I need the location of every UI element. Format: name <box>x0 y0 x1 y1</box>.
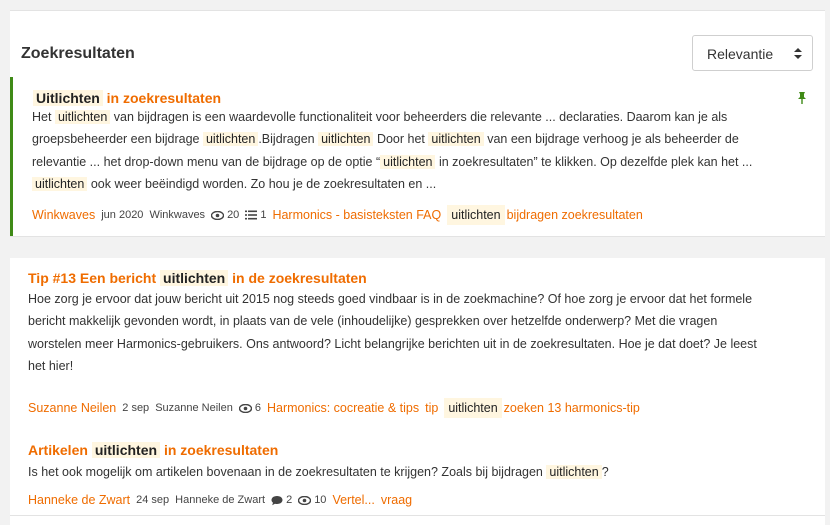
tag-link[interactable]: uitlichten <box>447 205 504 225</box>
comments-stat: 2 <box>271 494 292 506</box>
posted-by: Hanneke de Zwart <box>175 494 266 506</box>
sort-value: Relevantie <box>707 46 774 62</box>
result-meta <box>28 398 640 418</box>
author-link[interactable]: Hanneke de Zwart <box>28 493 131 507</box>
tag-link[interactable]: tip <box>425 401 439 415</box>
post-date: 2 sep <box>122 402 150 414</box>
tag-links[interactable]: zoeken 13 harmonics-tip <box>503 401 640 415</box>
select-arrows-icon <box>794 45 802 61</box>
tag-link[interactable]: uitlichten <box>444 398 501 418</box>
views-stat: 10 <box>298 494 326 506</box>
divider <box>10 515 825 516</box>
title-highlight: uitlichten <box>92 442 160 458</box>
title-text: in zoekresultaten <box>106 90 222 106</box>
result-item <box>10 258 825 432</box>
tag-links[interactable]: bijdragen zoekresultaten <box>506 208 643 222</box>
posted-by: Winkwaves <box>149 209 206 221</box>
result-meta <box>28 493 412 507</box>
result-snippet: Is het ook mogelijk om artikelen bovenaan in de zoekresultaten te krijgen? Zoals bij bijdragen uitlichten ? <box>28 465 609 479</box>
result-item <box>10 432 825 515</box>
result-item-pinned <box>10 77 825 236</box>
spacer <box>10 237 825 258</box>
post-date: 24 sep <box>136 494 170 506</box>
sort-select[interactable] <box>692 35 813 71</box>
tag-link[interactable]: vraag <box>380 493 413 507</box>
title-highlight: Uitlichten <box>33 90 103 106</box>
result-meta <box>32 205 643 225</box>
result-title[interactable]: Tip #13 Een bericht uitlichten in de zoekresultaten <box>28 270 367 286</box>
comment-icon <box>271 495 283 506</box>
items-stat: 1 <box>245 209 266 221</box>
eye-icon <box>211 211 224 220</box>
result-title[interactable] <box>33 90 221 106</box>
results-header <box>10 35 825 71</box>
list-icon <box>245 210 257 220</box>
search-results-panel <box>10 10 825 525</box>
post-date: jun 2020 <box>101 209 144 221</box>
eye-icon <box>239 404 252 413</box>
eye-icon <box>298 496 311 505</box>
tag-link[interactable]: Vertel... <box>332 493 375 507</box>
author-link[interactable]: Winkwaves <box>32 208 96 222</box>
result-snippet: Het uitlichten van bijdragen is een waardevolle functionaliteit voor beheerders die relevante ... declaraties. Daarom kan je als groepsbeheerder een bijdrage uitlichten .Bijdragen uitlichten Door het uitlichten van een bijdrage verhoog je als beheerder de relevantie ... het drop-down menu van de bijdrage op de optie “ uitlichten in zoekresultaten” te klikken. Op dezelfde plek kan het ... uitlichten ook weer beëindigd worden. Zo hou je de zoekresultaten en ... <box>32 110 753 192</box>
views-stat: 20 <box>211 209 239 221</box>
pin-icon <box>795 91 809 105</box>
group-link[interactable]: Harmonics - basisteksten FAQ <box>272 208 442 222</box>
group-link[interactable]: Harmonics: cocreatie & tips <box>266 401 420 415</box>
page-title: Zoekresultaten <box>21 45 135 62</box>
author-link[interactable]: Suzanne Neilen <box>28 401 117 415</box>
posted-by: Suzanne Neilen <box>155 402 233 414</box>
result-snippet: Hoe zorg je ervoor dat jouw bericht uit 2015 nog steeds goed vindbaar is in de zoekmachine? Of hoe zorg je ervoor dat het formele bericht makkelijk gevonden wordt, in plaats van de vele (inhoudelijke) gesprekken over hetzelfde onderwerp? Met die vragen worstelen meer Harmonics-gebruikers. Ons antwoord? Licht belangrijke berichten uit in de zoekresultaten. Hoe je dat doet? Je leest het hier! <box>28 292 757 374</box>
title-highlight: uitlichten <box>160 270 228 286</box>
views-stat: 6 <box>239 402 261 414</box>
result-title[interactable]: Artikelen uitlichten in zoekresultaten <box>28 442 279 458</box>
